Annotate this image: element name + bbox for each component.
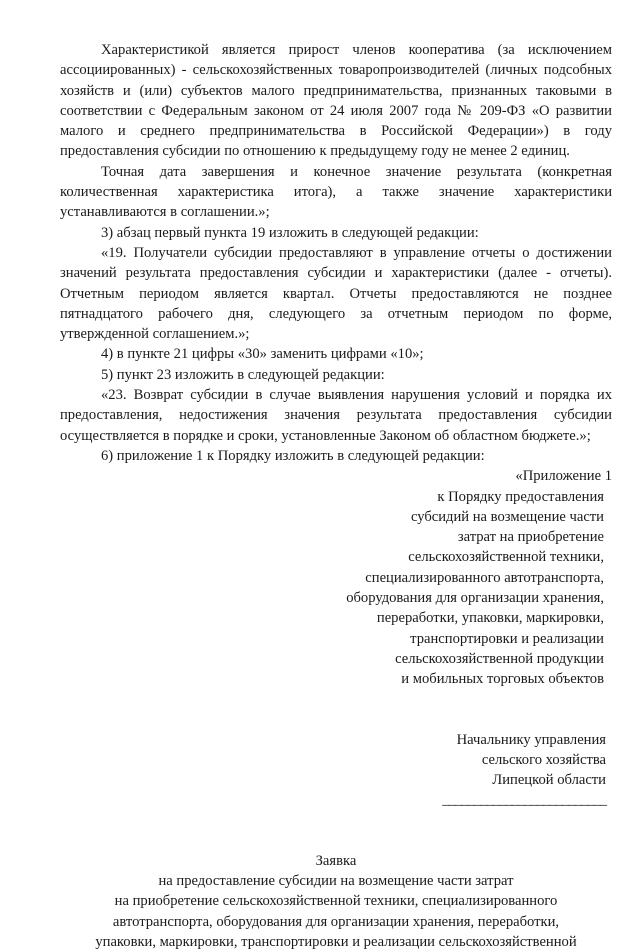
appendix-line: «Приложение 1 <box>515 468 612 485</box>
appendix-line: переработки, упаковки, маркировки, <box>376 610 604 627</box>
document-page <box>60 40 612 952</box>
appendix-line: оборудования для организации хранения, <box>346 590 604 607</box>
application-title-block <box>60 851 612 952</box>
addressee-line: Липецкой области <box>492 772 606 789</box>
appendix-line: к Порядку предоставления <box>437 488 604 505</box>
application-subtitle-line: на предоставление субсидии на возмещение части затрат <box>158 872 514 889</box>
appendix-line: сельскохозяйственной продукции <box>395 650 604 667</box>
paragraph-characteristic: Характеристикой является прирост членов кооператива (за исключением ассоциированных) - сельскохозяйственных товаропроизводителей (личных подсобных хозяйств и (или) субъектов малого предпринимательства, признанных таковыми в соответствии с Федеральным законом от 24 июля 2007 года № 209-ФЗ «О развитии малого и среднего предпринимательства в Российской Федерации») в году предоставления субсидии по отношению к предыдущему году не менее 2 единиц. <box>60 42 612 160</box>
paragraph-item-4: 4) в пункте 21 цифры «30» заменить цифрами «10»; <box>101 346 424 363</box>
addressee-block <box>60 730 612 811</box>
paragraph-item-5: 5) пункт 23 изложить в следующей редакции: <box>101 366 385 383</box>
paragraph-clause-19: «19. Получатели субсидии предоставляют в управление отчеты о достижении значений результата предоставления субсидии и характеристики (далее - отчеты). Отчетным периодом является квартал. Отчеты предоставляются не позднее пятнадцатого рабочего дня, следующего за отчетным периодом по форме, утвержденной соглашением.»; <box>60 244 612 343</box>
application-subtitle-line: автотранспорта, оборудования для организации хранения, переработки, <box>112 913 560 930</box>
appendix-line: специализированного автотранспорта, <box>365 569 604 586</box>
appendix-line: субсидий на возмещение части <box>410 508 604 525</box>
paragraph-result-date: Точная дата завершения и конечное значение результата (конкретная количественная характеристика итога), а также значение характеристики устанавливаются в соглашении.»; <box>60 163 612 221</box>
addressee-line: сельского хозяйства <box>481 751 606 768</box>
appendix-header <box>60 466 612 689</box>
paragraph-item-6: 6) приложение 1 к Порядку изложить в следующей редакции: <box>101 447 485 464</box>
paragraph-item-3: 3) абзац первый пункта 19 изложить в следующей редакции: <box>101 224 479 241</box>
application-subtitle-line: на приобретение сельскохозяйственной техники, специализированного <box>114 893 558 910</box>
paragraph-clause-23: «23. Возврат субсидии в случае выявления нарушения условий и порядка их предоставления, недостижения значения результата предоставления субсидии осуществляется в порядке и сроки, установленные Законом об областном бюджете.»; <box>60 387 612 444</box>
signature-line: __________________________ <box>442 792 606 809</box>
appendix-line: затрат на приобретение <box>457 529 604 546</box>
application-title: Заявка <box>315 852 357 869</box>
appendix-line: сельскохозяйственной техники, <box>408 549 604 566</box>
addressee-line: Начальнику управления <box>456 731 606 748</box>
appendix-line: транспортировки и реализации <box>410 630 604 647</box>
application-subtitle-line: упаковки, маркировки, транспортировки и реализации сельскохозяйственной <box>95 933 577 950</box>
appendix-line: и мобильных торговых объектов <box>401 671 604 688</box>
